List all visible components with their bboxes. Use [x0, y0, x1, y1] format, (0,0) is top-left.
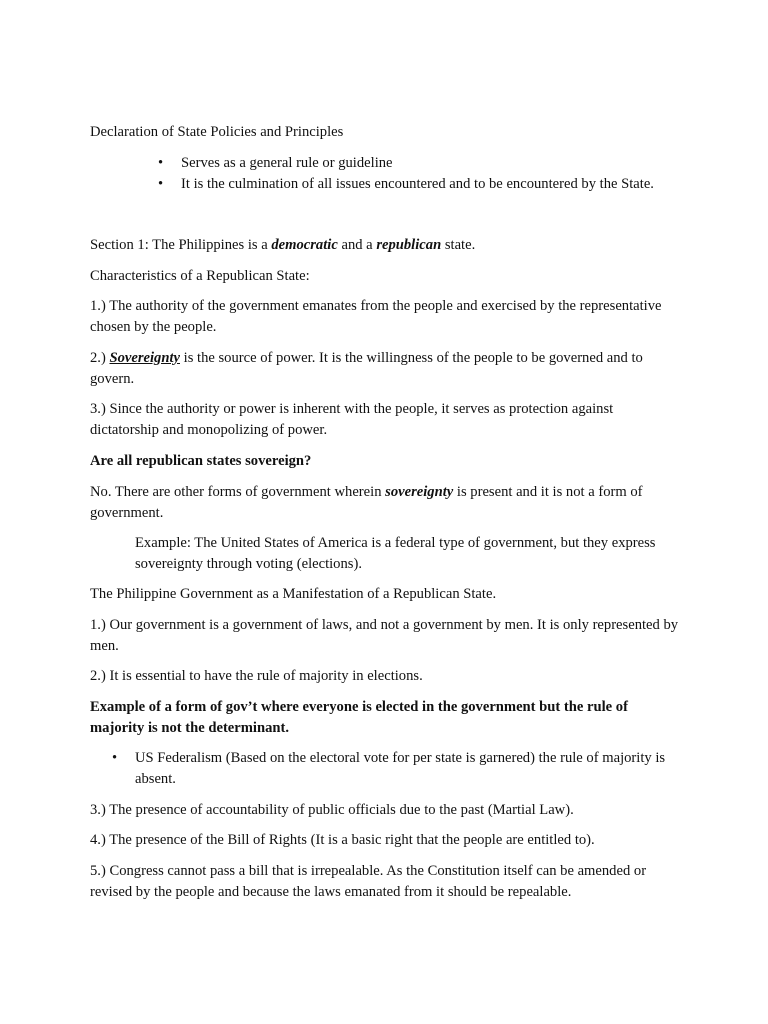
list-item-text: It is the culmination of all issues encountered and to be encountered by the State.: [181, 176, 654, 192]
example-bold-heading: Example of a form of gov’t where everyone is elected in the government but the rule of majority is not the determinant.: [90, 699, 628, 736]
characteristic-3: 3.) Since the authority or power is inherent with the people, it serves as protection against dictatorship and monopolizing of power.: [90, 401, 614, 438]
manifestation-5: 5.) Congress cannot pass a bill that is irrepealable. As the Constitution itself can be amended or revised by the people and because the laws emanated from it should be repealable.: [90, 863, 647, 900]
list-item-text: US Federalism (Based on the electoral vote for per state is garnered) the rule of majority is absent.: [135, 750, 666, 787]
manifestation-2: 2.) It is essential to have the rule of majority in elections.: [90, 668, 423, 684]
sovereignty-term: sovereignty: [385, 484, 454, 500]
example-paragraph: Example: The United States of America is a federal type of government, but they express sovereignty through voting (elections).: [135, 535, 656, 572]
bullet-icon: •: [158, 176, 164, 192]
manifestation-1: 1.) Our government is a government of laws, and not a government by men. It is only represented by men.: [90, 617, 679, 654]
section-1-prefix: Section 1: The Philippines is a: [90, 237, 272, 253]
answer-suffix: is present and it is not a form of government.: [90, 484, 643, 521]
manifestation-3: 3.) The presence of accountability of public officials due to the past (Martial Law).: [90, 802, 574, 818]
answer-paragraph: [90, 482, 680, 524]
characteristic-2: [90, 348, 680, 390]
us-federalism-list: [112, 748, 680, 790]
list-item-text: Serves as a general rule or guideline: [181, 155, 393, 171]
question-heading: Are all republican states sovereign?: [90, 453, 312, 469]
sovereignty-term: Sovereignty: [109, 350, 180, 366]
characteristic-2-text: is the source of power. It is the willingness of the people to be governed and to govern.: [90, 350, 643, 387]
philippine-government-title: The Philippine Government as a Manifestation of a Republican State.: [90, 586, 497, 602]
top-bullet-list: [158, 153, 681, 195]
answer-prefix: No. There are other forms of government wherein: [90, 484, 386, 500]
characteristic-1: 1.) The authority of the government emanates from the people and exercised by the representative chosen by the people.: [90, 298, 662, 335]
section-1-mid: and a: [337, 237, 377, 253]
document-heading: Declaration of State Policies and Principles: [90, 124, 344, 140]
section-1-suffix: state.: [441, 237, 476, 253]
section-1-paragraph: [90, 235, 680, 256]
list-item: [112, 748, 680, 790]
republican-term: republican: [376, 237, 442, 253]
democratic-term: democratic: [271, 237, 338, 253]
list-item: [158, 174, 681, 195]
bullet-icon: •: [158, 155, 164, 171]
list-item: [158, 153, 681, 174]
characteristic-2-number: 2.): [90, 350, 110, 366]
manifestation-4: 4.) The presence of the Bill of Rights (It is a basic right that the people are entitled to).: [90, 832, 595, 848]
bullet-icon: •: [112, 750, 118, 766]
characteristics-title: Characteristics of a Republican State:: [90, 268, 310, 284]
